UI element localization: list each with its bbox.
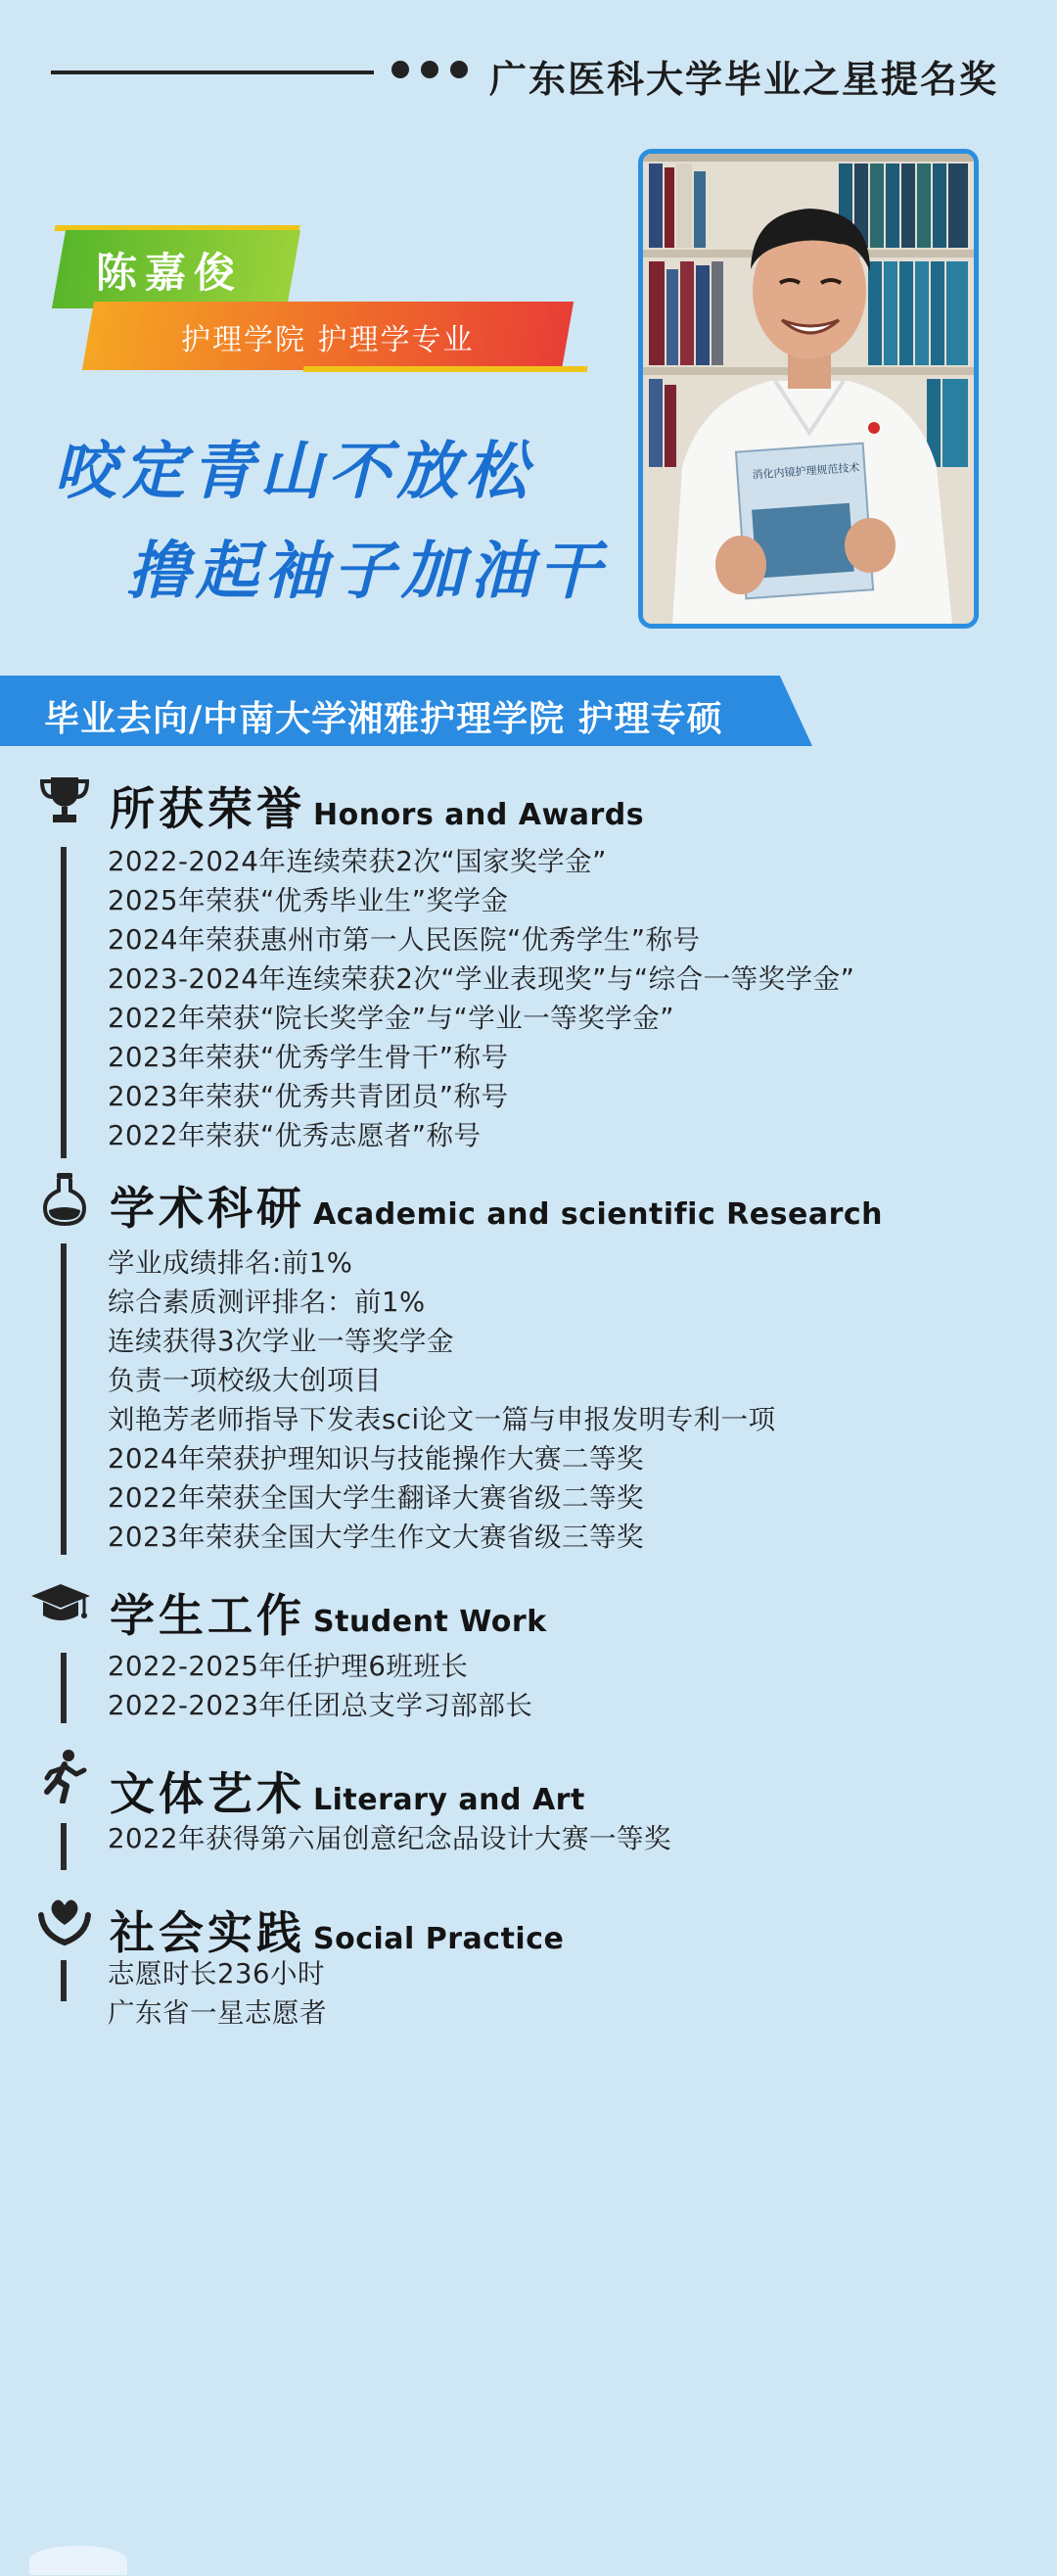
section-title-en: Honors and Awards [313, 798, 645, 832]
section-title-en: Academic and scientific Research [313, 1197, 884, 1232]
student-photo [638, 149, 979, 629]
timeline-line [61, 1243, 67, 1555]
section-title-en: Student Work [313, 1605, 547, 1639]
list-item: 2023-2024年连续荣获2次“学业表现奖”与“综合一等奖学金” [108, 963, 855, 995]
heart-hands-icon [37, 1892, 92, 1946]
bottom-decoration [29, 2546, 127, 2575]
section-title-cn: 文体艺术 [110, 1767, 305, 1820]
graduation-cap-icon [29, 1576, 92, 1631]
list-item: 综合素质测评排名：前1% [108, 1287, 426, 1318]
dot [450, 61, 468, 78]
major-banner-accent [302, 366, 587, 372]
slogan-line-1: 咬定青山不放松 [54, 436, 533, 508]
page-title: 广东医科大学毕业之星提名奖 [489, 58, 999, 101]
section-title-en: Social Practice [313, 1922, 565, 1956]
list-item: 2022-2023年任团总支学习部部长 [108, 1690, 533, 1721]
section-title-cn: 学术科研 [110, 1182, 305, 1235]
list-item: 连续获得3次学业一等奖学金 [108, 1326, 454, 1357]
slogan-line-2: 撸起袖子加油干 [127, 536, 607, 608]
dot [421, 61, 438, 78]
list-item: 负责一项校级大创项目 [108, 1365, 382, 1396]
list-item: 2023年荣获“优秀学生骨干”称号 [108, 1042, 509, 1073]
list-item: 2022-2024年连续荣获2次“国家奖学金” [108, 846, 607, 877]
list-item: 2024年荣获护理知识与技能操作大赛二等奖 [108, 1443, 644, 1475]
portrait-illustration [643, 154, 974, 624]
section-title-en: Literary and Art [313, 1783, 585, 1817]
list-item: 2022年荣获“优秀志愿者”称号 [108, 1120, 482, 1151]
section-title-honors [110, 773, 644, 838]
list-item: 2023年荣获“优秀共青团员”称号 [108, 1081, 509, 1112]
book-title: 消化内镜护理规范技术 [752, 460, 860, 482]
header-line [51, 70, 374, 74]
header-dots [391, 61, 468, 78]
list-item: 志愿时长236小时 [108, 1958, 325, 1990]
student-name: 陈嘉俊 [96, 249, 244, 297]
section-title-social-practice [110, 1897, 564, 1962]
honors-list [108, 842, 854, 1155]
academic-list [108, 1243, 776, 1557]
list-item: 刘艳芳老师指导下发表sci论文一篇与申报发明专利一项 [108, 1404, 776, 1435]
list-item: 2025年荣获“优秀毕业生”奖学金 [108, 885, 509, 916]
section-title-literary-art [110, 1758, 585, 1823]
flask-icon [37, 1171, 92, 1226]
timeline-line [61, 1653, 67, 1723]
trophy-icon [37, 772, 92, 826]
timeline-line [61, 847, 67, 1158]
destination-text: 毕业去向/中南大学湘雅护理学院 护理专硕 [44, 699, 723, 739]
list-item: 2022年荣获全国大学生翻译大赛省级二等奖 [108, 1482, 644, 1514]
literary-art-list [108, 1819, 671, 1858]
runner-icon [37, 1749, 92, 1803]
section-title-cn: 学生工作 [110, 1589, 305, 1642]
student-work-list [108, 1647, 532, 1725]
section-title-cn: 社会实践 [110, 1906, 305, 1959]
section-title-academic [110, 1173, 883, 1238]
list-item: 2022年荣获“院长奖学金”与“学业一等奖学金” [108, 1003, 674, 1034]
list-item: 学业成绩排名:前1% [108, 1247, 353, 1279]
student-major: 护理学院 护理学专业 [181, 323, 475, 357]
list-item: 2024年荣获惠州市第一人民医院“优秀学生”称号 [108, 924, 701, 956]
list-item: 2022年获得第六届创意纪念品设计大赛一等奖 [108, 1823, 671, 1854]
timeline-line [61, 1960, 67, 2001]
section-title-cn: 所获荣誉 [110, 782, 305, 835]
dot [391, 61, 409, 78]
social-practice-list [108, 1954, 327, 2033]
list-item: 2022-2025年任护理6班班长 [108, 1651, 469, 1682]
section-title-student-work [110, 1580, 547, 1645]
timeline-line [61, 1823, 67, 1870]
list-item: 广东省一星志愿者 [108, 1997, 327, 2029]
list-item: 2023年荣获全国大学生作文大赛省级三等奖 [108, 1522, 644, 1553]
